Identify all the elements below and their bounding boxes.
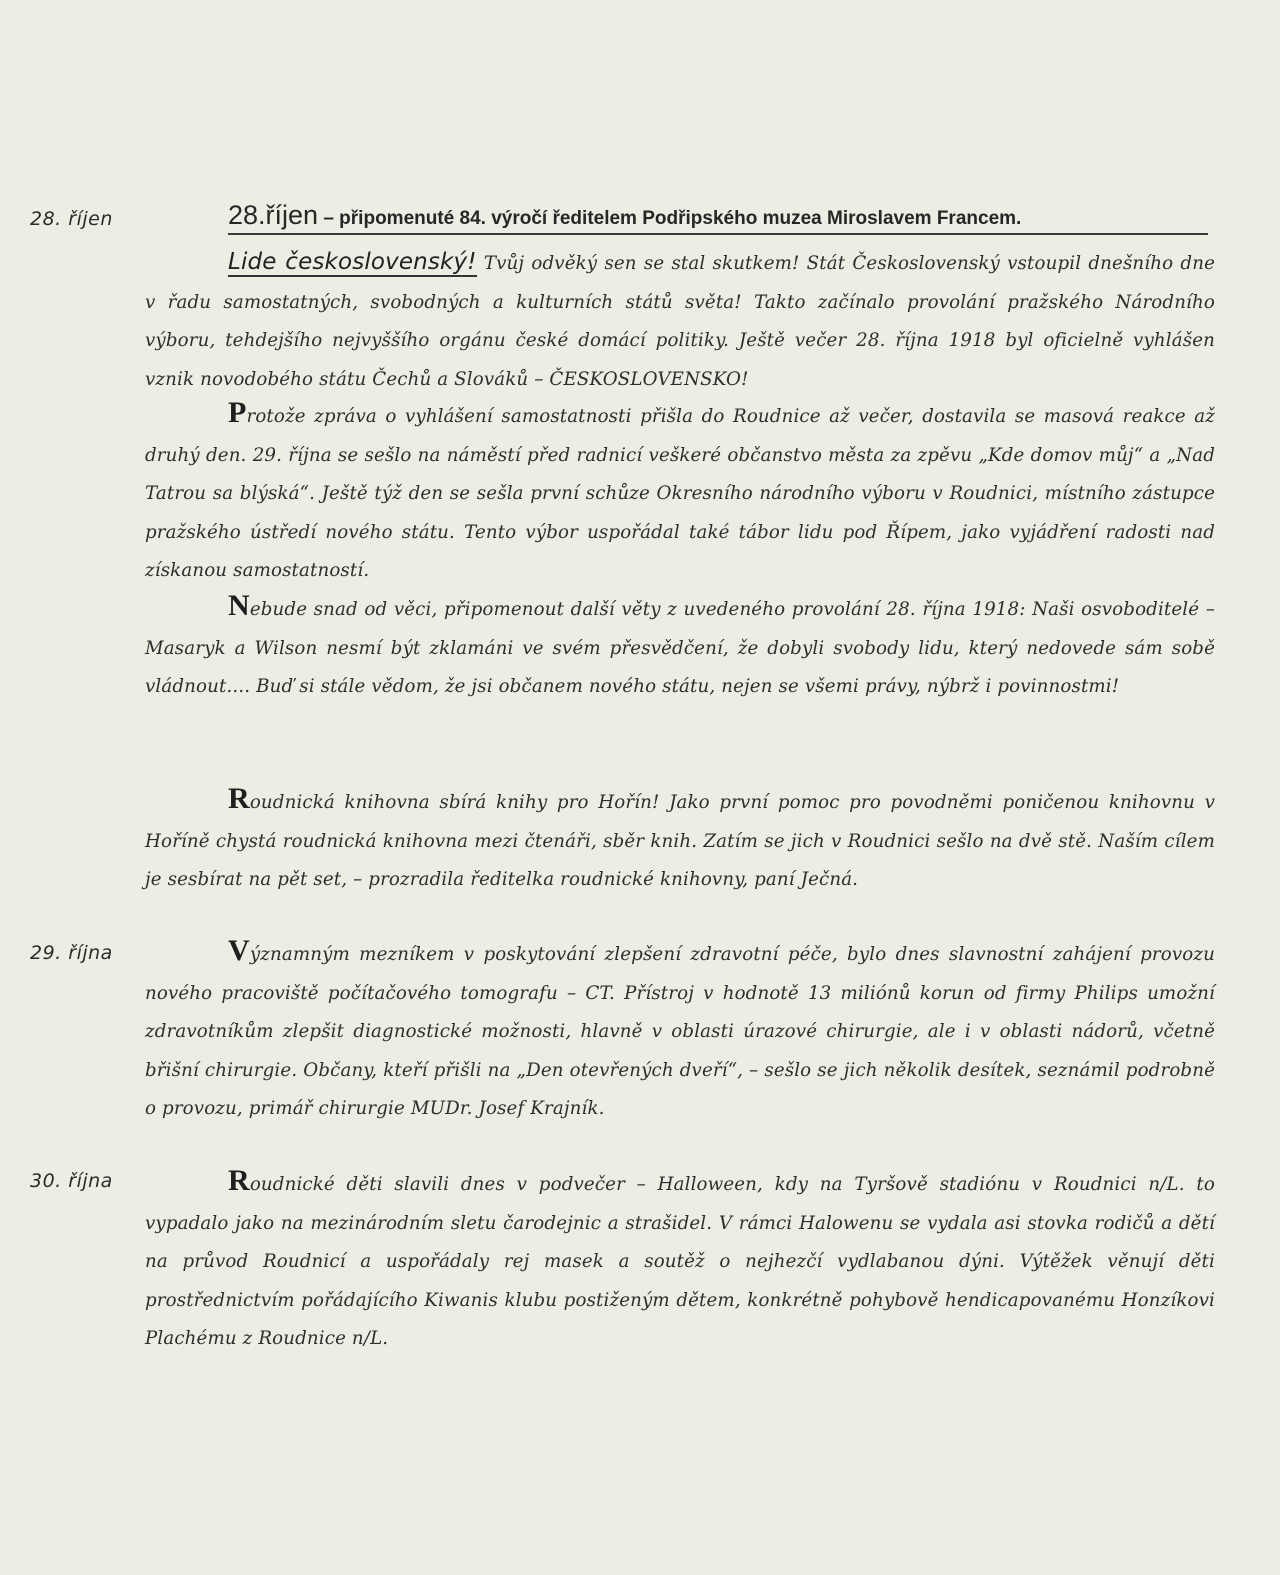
drop-initial: R (228, 1164, 250, 1197)
paragraph-text: oudnické děti slavili dnes v podvečer – Halloween, kdy na Tyršově stadiónu v Roudnici n/L. to vypadalo jako na mezinárodním sletu čarodejnic a strašidel. V rámci Halowenu se vydala asi stovka rodičů a dětí na průvod Roudnicí a uspořádaly rej masek a soutěž o nejhezčí vydlabanou dýni. Výtěžek věnují děti prostřednictvím pořádajícího Kiwanis klubu postiženým dětem, konkrétně pohybově hendicapovanému Honzíkovi Plachému z Roudnice n/L. (145, 1174, 1215, 1350)
drop-initial: R (228, 782, 250, 815)
drop-initial: P (228, 396, 247, 429)
margin-date-28: 28. říjen (30, 208, 113, 230)
paragraph-text: oudnická knihovna sbírá knihy pro Hořín! Jako první pomoc pro povodněmi poničenou knihovnu v Hoříně chystá roudnická knihovna mezi čtenáři, sběr knih. Zatím se jich v Roudnici sešlo na dvě stě. Naším cílem je sesbírat na pět set, – prozradila ředitelka roudnické knihovny, paní Ječná. (145, 792, 1215, 891)
paragraph-text: Tvůj odvěký sen se stal skutkem! Stát Československý vstoupil dnešního dne v řadu samostatných, svobodných a kulturních států světa! Takto začínalo provolání pražského Národního výboru, tehdejšího nejvyššího orgánu české domácí politiky. Ještě večer 28. října 1918 byl oficielně vyhlášen vznik novodobého státu Čechů a Slováků – ČESKOSLOVENSKO! (145, 253, 1215, 390)
headline-date: 28.říjen (228, 200, 319, 230)
paragraph-library (145, 784, 1215, 900)
paragraph-proclamation (145, 243, 1215, 399)
headline-text: – připomenuté 84. výročí ředitelem Podřipského muzea Miroslavem Francem. (318, 208, 1022, 229)
paragraph-roudnice-reaction (145, 398, 1215, 591)
opening-words: Lide československý! (228, 249, 477, 275)
headline (228, 200, 1208, 235)
paragraph-text: rotože zpráva o vyhlášení samostatnosti přišla do Roudnice až večer, dostavila se masová reakce až druhý den. 29. října se sešlo na náměstí před radnicí veškeré občanstvo města za zpěvu „Kde domov můj“ a „Nad Tatrou sa blýská“. Ještě týž den se sešla první schůze Okresního národního výboru v Roudnici, místního zástupce pražského ústředí nového státu. Tento výbor uspořádal také tábor lidu pod Řípem, jako vyjádření radosti nad získanou samostatností. (145, 406, 1215, 582)
paragraph-halloween (145, 1166, 1215, 1359)
paragraph-ct-tomograph (145, 936, 1215, 1129)
paragraph-text: ýznamným mezníkem v poskytování zlepšení zdravotní péče, bylo dnes slavnostní zahájení provozu nového pracoviště počítačového tomografu – CT. Přístroj v hodnotě 13 miliónů korun od firmy Philips umožní zdravotníkům zlepšit diagnostické možnosti, hlavně v oblasti úrazové chirurgie, ale i v oblasti nádorů, včetně břišní chirurgie. Občany, kteří přišli na „Den otevřených dveří“, – sešlo se jich několik desítek, seznámil podrobně o provozu, primář chirurgie MUDr. Josef Krajník. (145, 944, 1215, 1120)
margin-date-29: 29. října (30, 942, 113, 964)
paragraph-proclamation-quote (145, 591, 1215, 707)
margin-date-30: 30. října (30, 1170, 113, 1192)
paragraph-text: ebude snad od věci, připomenout další věty z uvedeného provolání 28. října 1918: Naši osvoboditelé – Masaryk a Wilson nesmí být zklamáni ve svém přesvědčení, že dobyli svobody lidu, který nedovede sám sobě vládnout.... Buď si stále vědom, že jsi občanem nového státu, nejen se všemi právy, nýbrž i povinnostmi! (145, 599, 1215, 698)
drop-initial: V (228, 934, 250, 967)
drop-initial: N (228, 589, 250, 622)
